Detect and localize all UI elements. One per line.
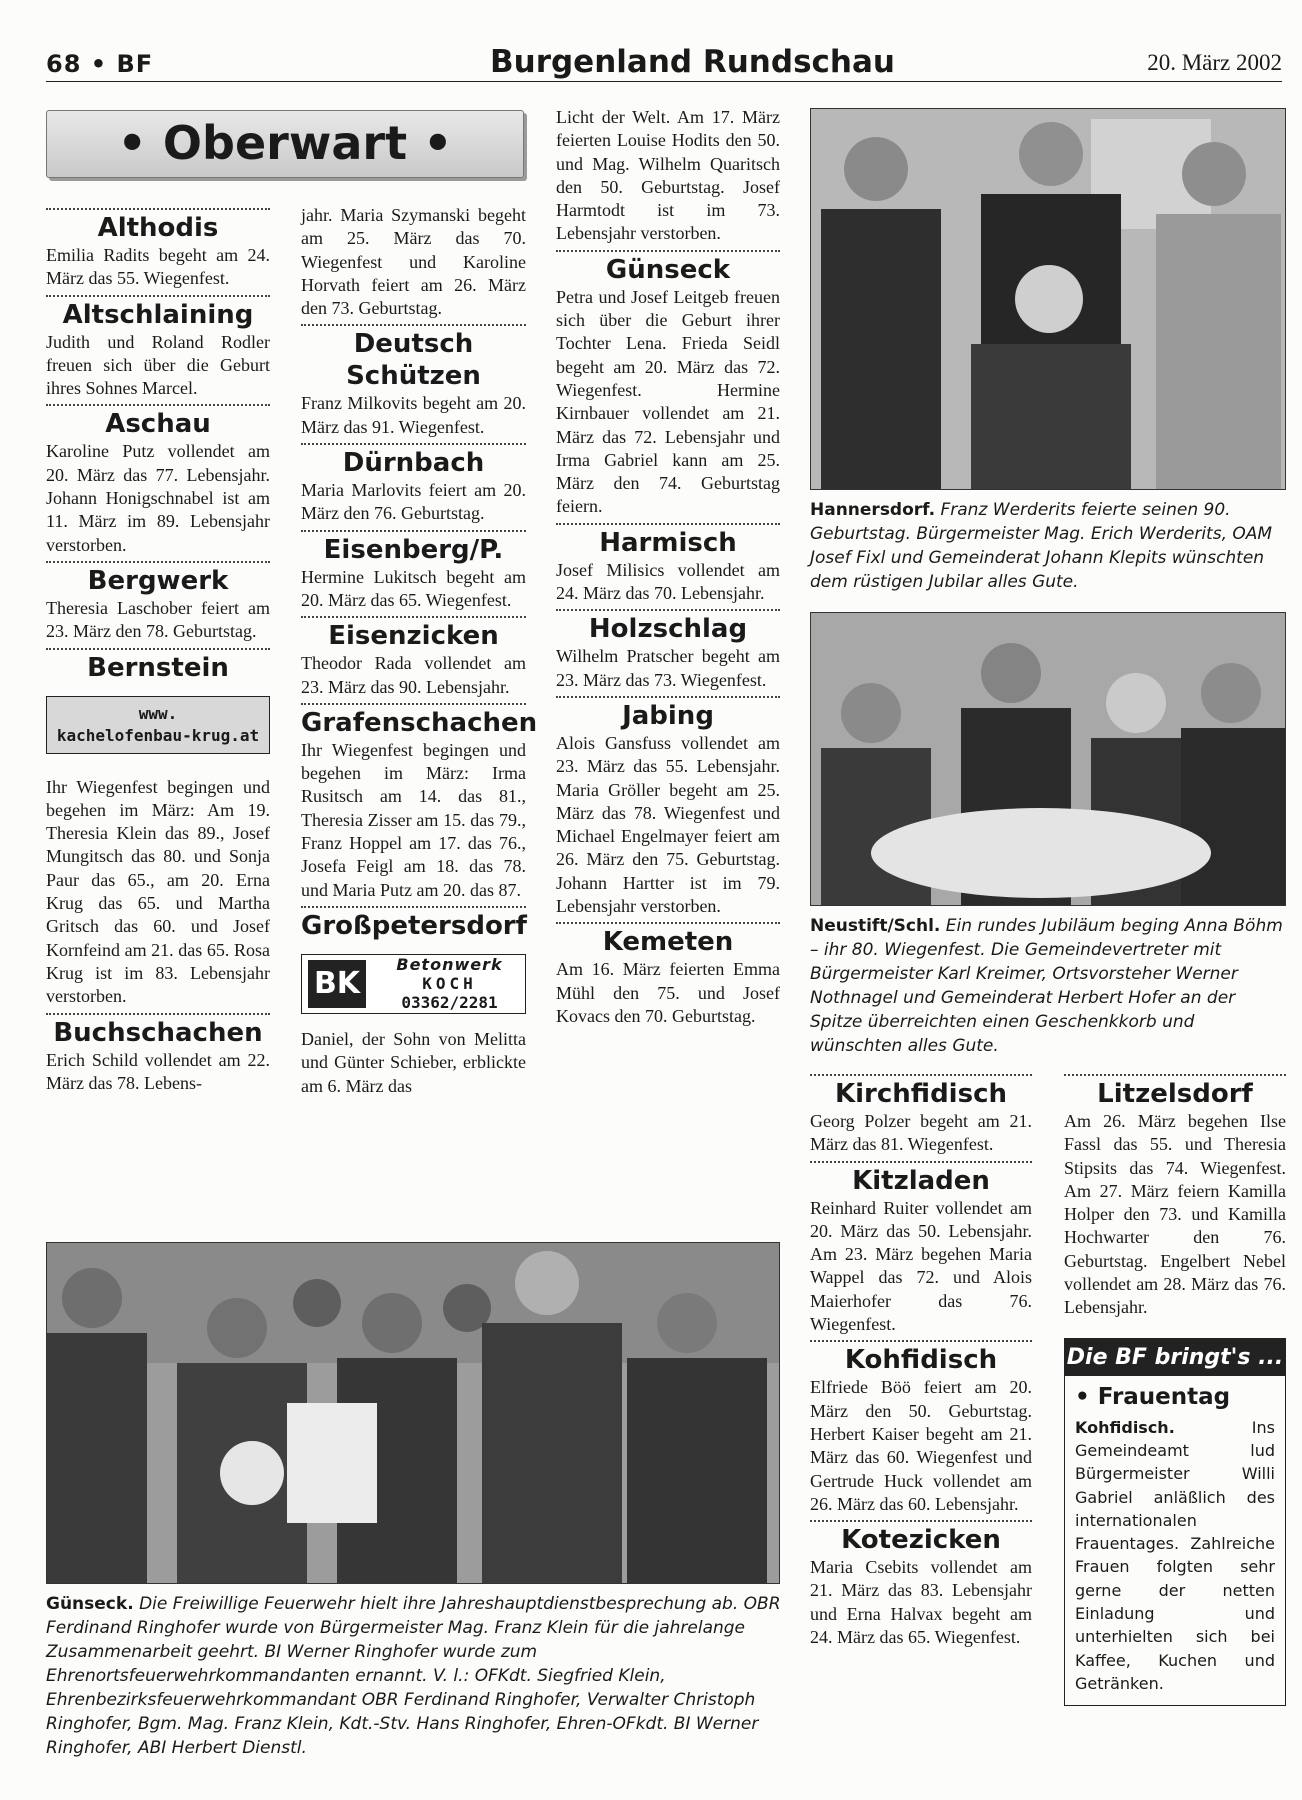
divider [810, 1520, 1032, 1522]
divider [556, 523, 780, 525]
article-text: Maria Marlovits feiert am 20. März den 76. Geburtstag. [301, 480, 526, 524]
divider [301, 616, 526, 618]
divider [810, 1161, 1032, 1163]
divider [46, 404, 270, 406]
place-heading: Eisenberg/P. [323, 534, 504, 565]
divider [46, 648, 270, 650]
place-heading: Litzelsdorf [1097, 1079, 1253, 1109]
divider [46, 295, 270, 297]
article-text: Georg Polzer begeht am 21. März das 81. Wiegenfest. [810, 1111, 1032, 1155]
article-text: Maria Csebits vollendet am 21. März das 83. Lebensjahr und Erna Halvax begeht am 24. März das 65. Wiegenfest. [810, 1557, 1032, 1648]
caption-place: Neustift/Schl. [810, 916, 941, 936]
place-heading: Althodis [97, 213, 219, 243]
kachelofenbau-ad[interactable] [46, 696, 270, 754]
betonwerk-koch-ad[interactable] [301, 954, 526, 1014]
divider [301, 703, 526, 705]
header-rule [46, 81, 1282, 82]
place-heading: Grafenschachen [301, 707, 538, 738]
caption-place: Hannersdorf. [810, 500, 936, 520]
article-text: Daniel, der Sohn von Melitta und Günter Schieber, erblickte am 6. März das [301, 1028, 526, 1096]
article-text: Licht der Welt. Am 17. März feierten Louise Hodits den 50. und Mag. Wilhelm Quaritsch den 50. Geburtstag. Josef Harmtodt ist im 73. Lebensjahr verstorben. [556, 107, 780, 244]
column-5 [1064, 1070, 1286, 1706]
divider [46, 1013, 270, 1015]
neustift-caption [810, 914, 1284, 1058]
divider [46, 208, 270, 210]
hannersdorf-photo [810, 108, 1286, 490]
neustift-photo [810, 612, 1286, 906]
divider [301, 906, 526, 908]
bringt-header: Die BF bringt's ... [1065, 1339, 1285, 1376]
column-4 [810, 1070, 1032, 1649]
ad-text [374, 955, 525, 1012]
article-text: Emilia Radits begeht am 24. März das 55. Wiegenfest. [46, 245, 270, 289]
paper-name: Burgenland Rundschau [490, 44, 895, 80]
place-heading: Bernstein [87, 652, 229, 683]
article-text: Josef Milisics vollendet am 24. März das 70. Lebensjahr. [556, 559, 780, 604]
bringt-place: Kohfidisch. [1075, 1417, 1175, 1437]
article-text: Karoline Putz vollendet am 20. März das 77. Lebensjahr. Johann Honigschnabel ist am 11. März im 89. Lebensjahr verstorben. [46, 441, 270, 555]
ad-brand: Betonwerk [396, 955, 503, 975]
divider [301, 324, 526, 326]
article-text: Elfriede Böö feiert am 20. März den 50. Geburtstag. Herbert Kaiser begeht am 21. März das 60. Wiegenfest und Gertrude Huck vollendet am 26. März das 60. Lebensjahr. [810, 1377, 1032, 1514]
place-heading: Altschlaining [62, 299, 254, 330]
place-heading: Günseck [605, 254, 731, 285]
article-text: Hermine Lukitsch begeht am 20. März das 65. Wiegenfest. [301, 566, 526, 610]
caption-text: Die Freiwillige Feuerwehr hielt ihre Jahreshauptdienstbesprechung ab. OBR Ferdinand Ringhofer wurde von Bürgermeister Mag. Franz Klein für die jahrelange Zusammenarbeit geehrt. BI Werner Ringhofer wurde zum Ehrenortsfeuerwehrkommandanten ernannt. V. l.: OFKdt. Siegfried Klein, Ehrenbezirksfeuerwehrkommandant OBR Ferdinand Ringhofer, Verwalter Christoph Ringhofer, Bgm. Mag. Franz Klein, Kdt.-Stv. Hans Ringhofer, Ehren-OFkdt. BI Werner Ringhofer, ABI Herbert Dienstl. [46, 1594, 781, 1758]
divider [556, 609, 780, 611]
place-heading: Kitzladen [852, 1165, 990, 1196]
divider [556, 250, 780, 252]
article-text: jahr. Maria Szymanski begeht am 25. März das 70. Wiegenfest und Karoline Horvath feiert am 26. März den 73. Geburtstag. [301, 205, 526, 319]
place-heading: Großpetersdorf [301, 910, 527, 941]
divider [810, 1340, 1032, 1342]
bringt-body [1065, 1376, 1285, 1706]
article-text: Franz Milkovits begeht am 20. März das 91. Wiegenfest. [301, 393, 526, 437]
article-text: Ihr Wiegenfest begingen und begehen im März: Am 19. Theresia Klein das 89., Josef Mungitsch das 80. und Sonja Paur das 65., am 20. Erna Krug das 65. und Martha Gritsch das 60. und Josef Kornfeind am 21. das 65. Rosa Krug ist im 83. Lebensjahr verstorben. [46, 776, 270, 1007]
divider [46, 561, 270, 563]
divider [301, 443, 526, 445]
bringt-topic: • Frauentag [1075, 1383, 1231, 1410]
place-heading: Dürnbach [342, 448, 485, 479]
ad-phone: 03362/2281 [401, 993, 498, 1013]
region-heading: • Oberwart • [46, 110, 524, 178]
article-text: Petra und Josef Leitgeb freuen sich über die Geburt ihrer Tochter Lena. Frieda Seidl begeht am 20. März das 72. Wiegenfest. Hermine Kirnbauer vollendet am 21. März das 72. Lebensjahr und Irma Gabriel kann am 25. März den 74. Geburtstag feiern. [556, 286, 780, 517]
column-3 [556, 106, 780, 1028]
article-text: Wilhelm Pratscher begeht am 23. März das 73. Wiegenfest. [556, 646, 780, 690]
place-heading: Buchschachen [53, 1017, 263, 1048]
place-heading: Kohfidisch [844, 1345, 998, 1376]
ad-name: KOCH [422, 974, 477, 994]
divider [556, 922, 780, 924]
article-text: Judith und Roland Rodler freuen sich über die Geburt ihres Sohnes Marcel. [46, 331, 270, 399]
article-text: Ihr Wiegenfest begingen und begehen im März: Irma Rusitsch am 14. das 81., Theresia Zisser am 15. das 79., Franz Hoppel am 17. das 76., Josefa Feigl am 18. das 78. und Maria Putz am 20. das 87. [301, 739, 526, 900]
divider [1064, 1074, 1286, 1076]
place-heading: Bergwerk [87, 565, 229, 596]
article-text: Reinhard Ruiter vollendet am 20. März das 50. Lebensjahr. Am 23. März begehen Maria Wappel das 72. und Alois Maierhofer das 76. Wiegenfest. [810, 1197, 1032, 1335]
guenseck-caption [46, 1592, 786, 1760]
bringt-body-text: Ins Gemeindeamt lud Bürgermeister Willi Gabriel anläßlich des internationalen Frauentages. Zahlreiche Frauen folgten sehr gerne der netten Einladung und unterhielten sich bei Kaffee, Kuchen und Getränken. [1075, 1417, 1275, 1693]
guenseck-photo [46, 1242, 780, 1584]
caption-text: Ein rundes Jubiläum beging Anna Böhm – ihr 80. Wiegenfest. Die Gemeindevertreter mit Bürgermeister Karl Kreimer, Ortsvorsteher Werner Nothnagel und Gemeinderat Herbert Hofer an der Spitze überreichten einen Geschenkkorb und wünschten alles Gute. [810, 916, 1283, 1056]
column-2 [301, 204, 538, 1098]
place-heading: Eisenzicken [328, 621, 499, 652]
place-heading: Kotezicken [841, 1525, 1001, 1556]
bk-logo: BK [308, 960, 366, 1008]
bf-bringt-box [1064, 1338, 1286, 1707]
issue-date: 20. März 2002 [1147, 50, 1282, 75]
article-text: Erich Schild vollendet am 22. März das 78. Lebens- [46, 1049, 270, 1093]
article-text: Theresia Laschober feiert am 23. März den 78. Geburtstag. [46, 597, 270, 642]
place-heading: Kirchfidisch [835, 1079, 1007, 1109]
place-heading: Jabing [622, 700, 714, 731]
ad-line: www. [138, 703, 178, 723]
hannersdorf-caption [810, 498, 1284, 594]
divider [301, 530, 526, 532]
article-text: Alois Gansfuss vollendet am 23. März das 55. Lebensjahr. Maria Gröller begeht am 25. März das 78. Wiegenfest und Michael Engelmayer feiert am 26. März den 75. Geburtstag. Johann Hartter ist im 79. Lebensjahr verstorben. [556, 732, 780, 917]
article-text: Am 26. März begehen Ilse Fassl das 55. und Theresia Stipsits das 74. Wiegenfest. Am 27. März feiern Kamilla Holper den 73. und Kamilla Hochwarter den 76. Geburtstag. Engelbert Nebel vollendet am 28. März das 76. Lebensjahr. [1064, 1111, 1286, 1318]
caption-text: Franz Werderits feierte seinen 90. Geburtstag. Bürgermeister Mag. Erich Werderits, OAM Josef Fixl und Gemeinderat Johann Klepits wünschten dem rüstigen Jubilar alles Gute. [810, 500, 1273, 592]
ad-line: kachelofenbau-krug.at [56, 725, 260, 745]
caption-place: Günseck. [46, 1594, 134, 1614]
page-number: 68 • BF [46, 50, 154, 78]
column-1 [46, 204, 270, 1095]
bringt-text [1075, 1416, 1275, 1696]
place-heading: Harmisch [599, 527, 737, 558]
article-text: Am 16. März feierten Emma Mühl den 75. und Josef Kovacs den 70. Geburtstag. [556, 959, 780, 1026]
place-heading: Deutsch Schützen [346, 329, 481, 392]
place-heading: Holzschlag [588, 614, 748, 645]
divider [556, 696, 780, 698]
divider [810, 1074, 1032, 1076]
place-heading: Kemeten [602, 927, 734, 958]
place-heading: Aschau [105, 409, 211, 440]
article-text: Theodor Rada vollendet am 23. März das 90. Lebensjahr. [301, 653, 526, 697]
